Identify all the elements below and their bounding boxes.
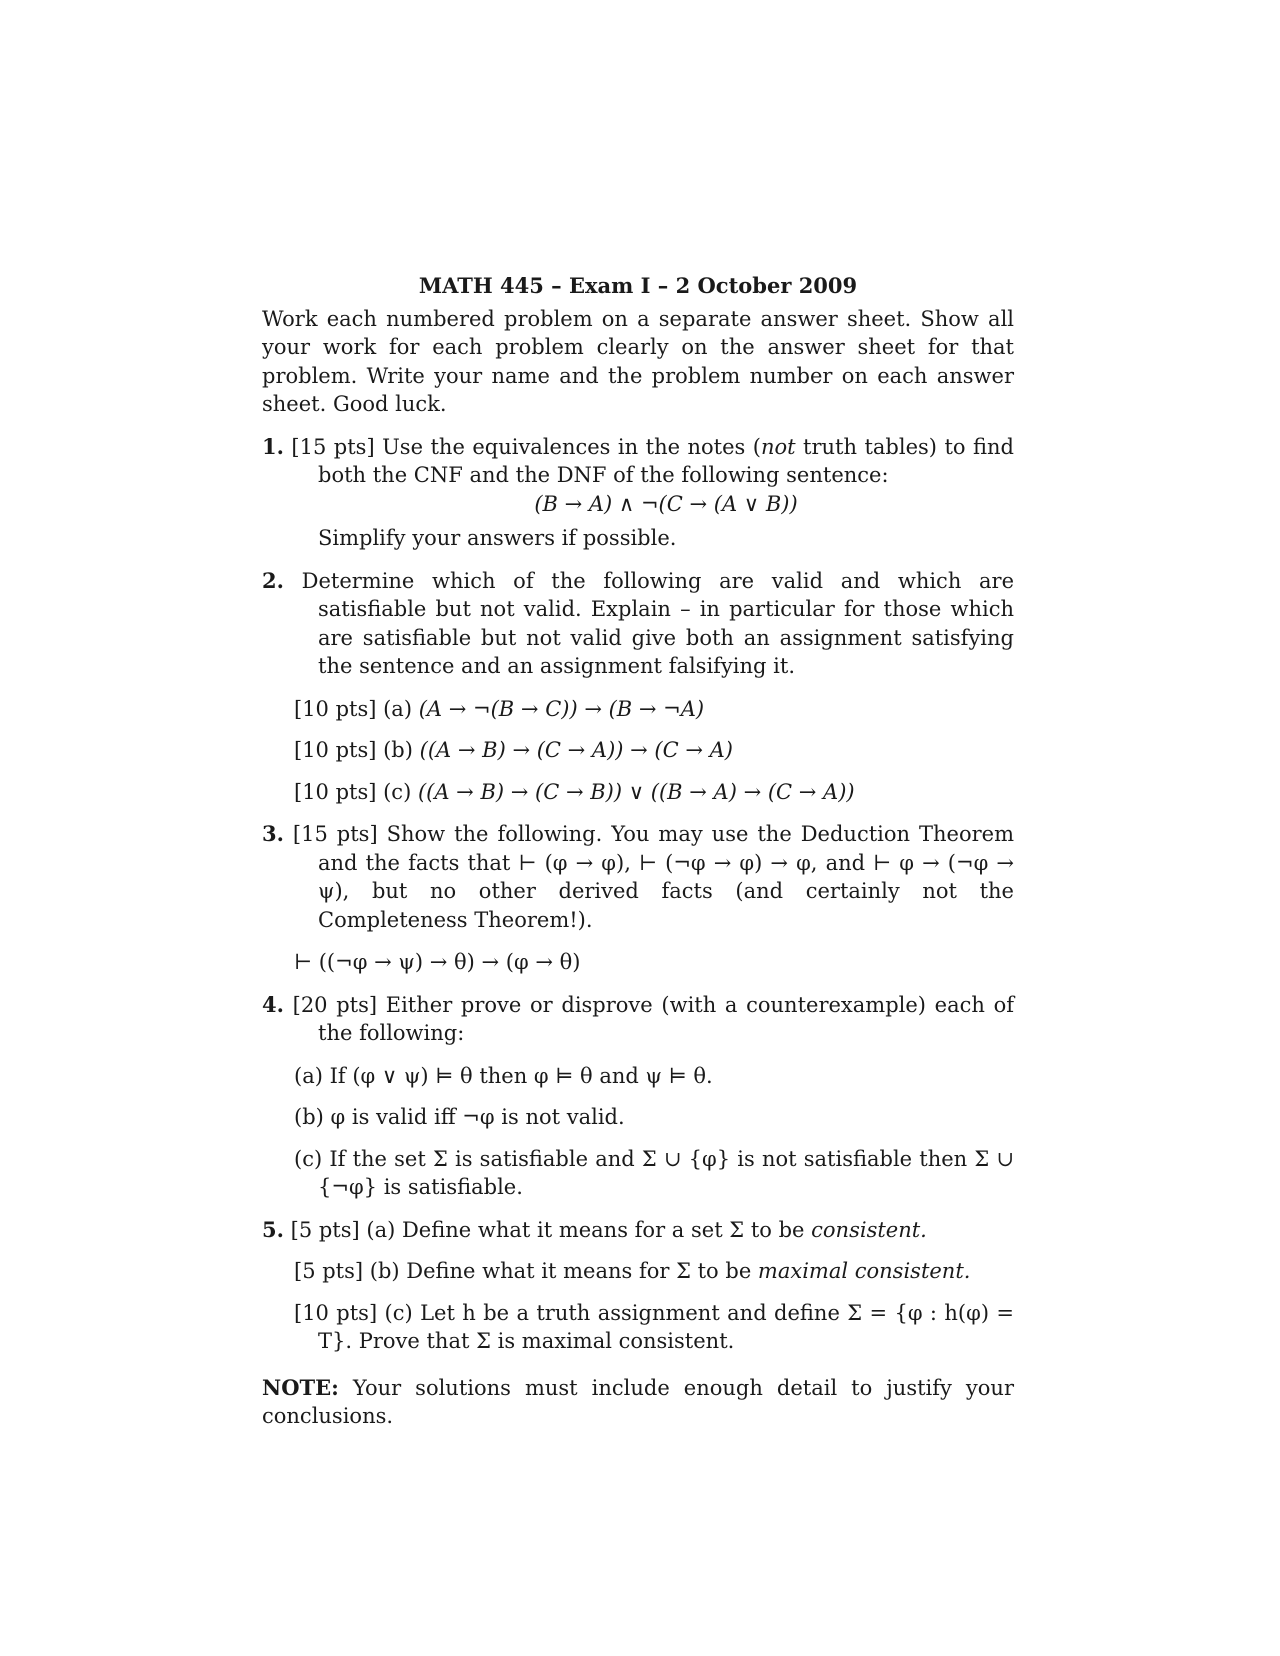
problem-5a: 5. [5 pts] (a) Define what it means for a set Σ to be consistent.: [262, 1216, 927, 1242]
problem-2c: [10 pts] (c) ((A → B) → (C → B)) ∨ ((B → A) → (C → A)): [294, 779, 855, 804]
problem-4: [262, 991, 1014, 1202]
problem-5b: [5 pts] (b) Define what it means for Σ to be maximal consistent.: [294, 1259, 971, 1283]
problem-2: [262, 567, 1014, 807]
problem-4c: (c) If the set Σ is satisfiable and Σ ∪ {φ} is not satisfiable then Σ ∪ {¬φ} is satisfiable.: [294, 1146, 1014, 1199]
problem-5c: [10 pts] (c) Let h be a truth assignment and define Σ = {φ : h(φ) = T}. Prove that Σ is maximal consistent.: [294, 1300, 1014, 1353]
problem-1-formula: (B → A) ∧ ¬(C → (A ∨ B)): [534, 491, 798, 516]
note-label: NOTE:: [262, 1374, 339, 1400]
problem-4a: (a) If (φ ∨ ψ) ⊨ θ then φ ⊨ θ and ψ ⊨ θ.: [294, 1063, 713, 1088]
problem-1-text: 1. [15 pts] Use the equivalences in the notes (not truth tables) to find both the CNF and the DNF of the following sentence:: [262, 433, 1014, 487]
problem-3: [262, 820, 1014, 977]
problem-4b: (b) φ is valid iff ¬φ is not valid.: [294, 1105, 625, 1129]
problem-2a: [10 pts] (a) (A → ¬(B → C)) → (B → ¬A): [294, 696, 705, 721]
problem-number: 4.: [262, 991, 284, 1017]
problem-number: 1.: [262, 433, 284, 459]
instructions: Work each numbered problem on a separate answer sheet. Show all your work for each problem clearly on the answer sheet for that problem. Write your name and the problem number on each answer sheet. Good luck.: [262, 306, 1014, 416]
problem-5: [262, 1216, 1014, 1356]
problem-1-after: Simplify your answers if possible.: [318, 526, 677, 550]
exam-page: [262, 272, 1014, 1431]
problem-3-text: 3. [15 pts] Show the following. You may use the Deduction Theorem and the facts that ⊢ (φ → φ), ⊢ (¬φ → φ) → φ, and ⊢ φ → (¬φ → ψ), but no other derived facts (and certainly not the Completeness Theorem!).: [262, 821, 1014, 932]
page-title: MATH 445 – Exam I – 2 October 2009: [418, 273, 858, 298]
problem-2-text: 2. Determine which of the following are valid and which are satisfiable but not valid. Explain – in particular for those which are satisfiable but not valid give both an assignment satisfying the sentence and an assignment falsifying it.: [262, 567, 1014, 678]
note: [262, 1374, 1014, 1431]
problem-number: 3.: [262, 821, 284, 846]
note-text: Your solutions must include enough detail to justify your conclusions.: [262, 1375, 1014, 1428]
problem-4-text: 4. [20 pts] Either prove or disprove (with a counterexample) each of the following:: [262, 991, 1014, 1045]
problem-number: 5.: [262, 1216, 284, 1242]
problem-3-formula: ⊢ ((¬φ → ψ) → θ) → (φ → θ): [294, 950, 581, 974]
problem-number: 2.: [262, 567, 284, 593]
problem-2b: [10 pts] (b) ((A → B) → (C → A)) → (C → A): [294, 738, 733, 762]
problem-1: [262, 433, 1014, 553]
